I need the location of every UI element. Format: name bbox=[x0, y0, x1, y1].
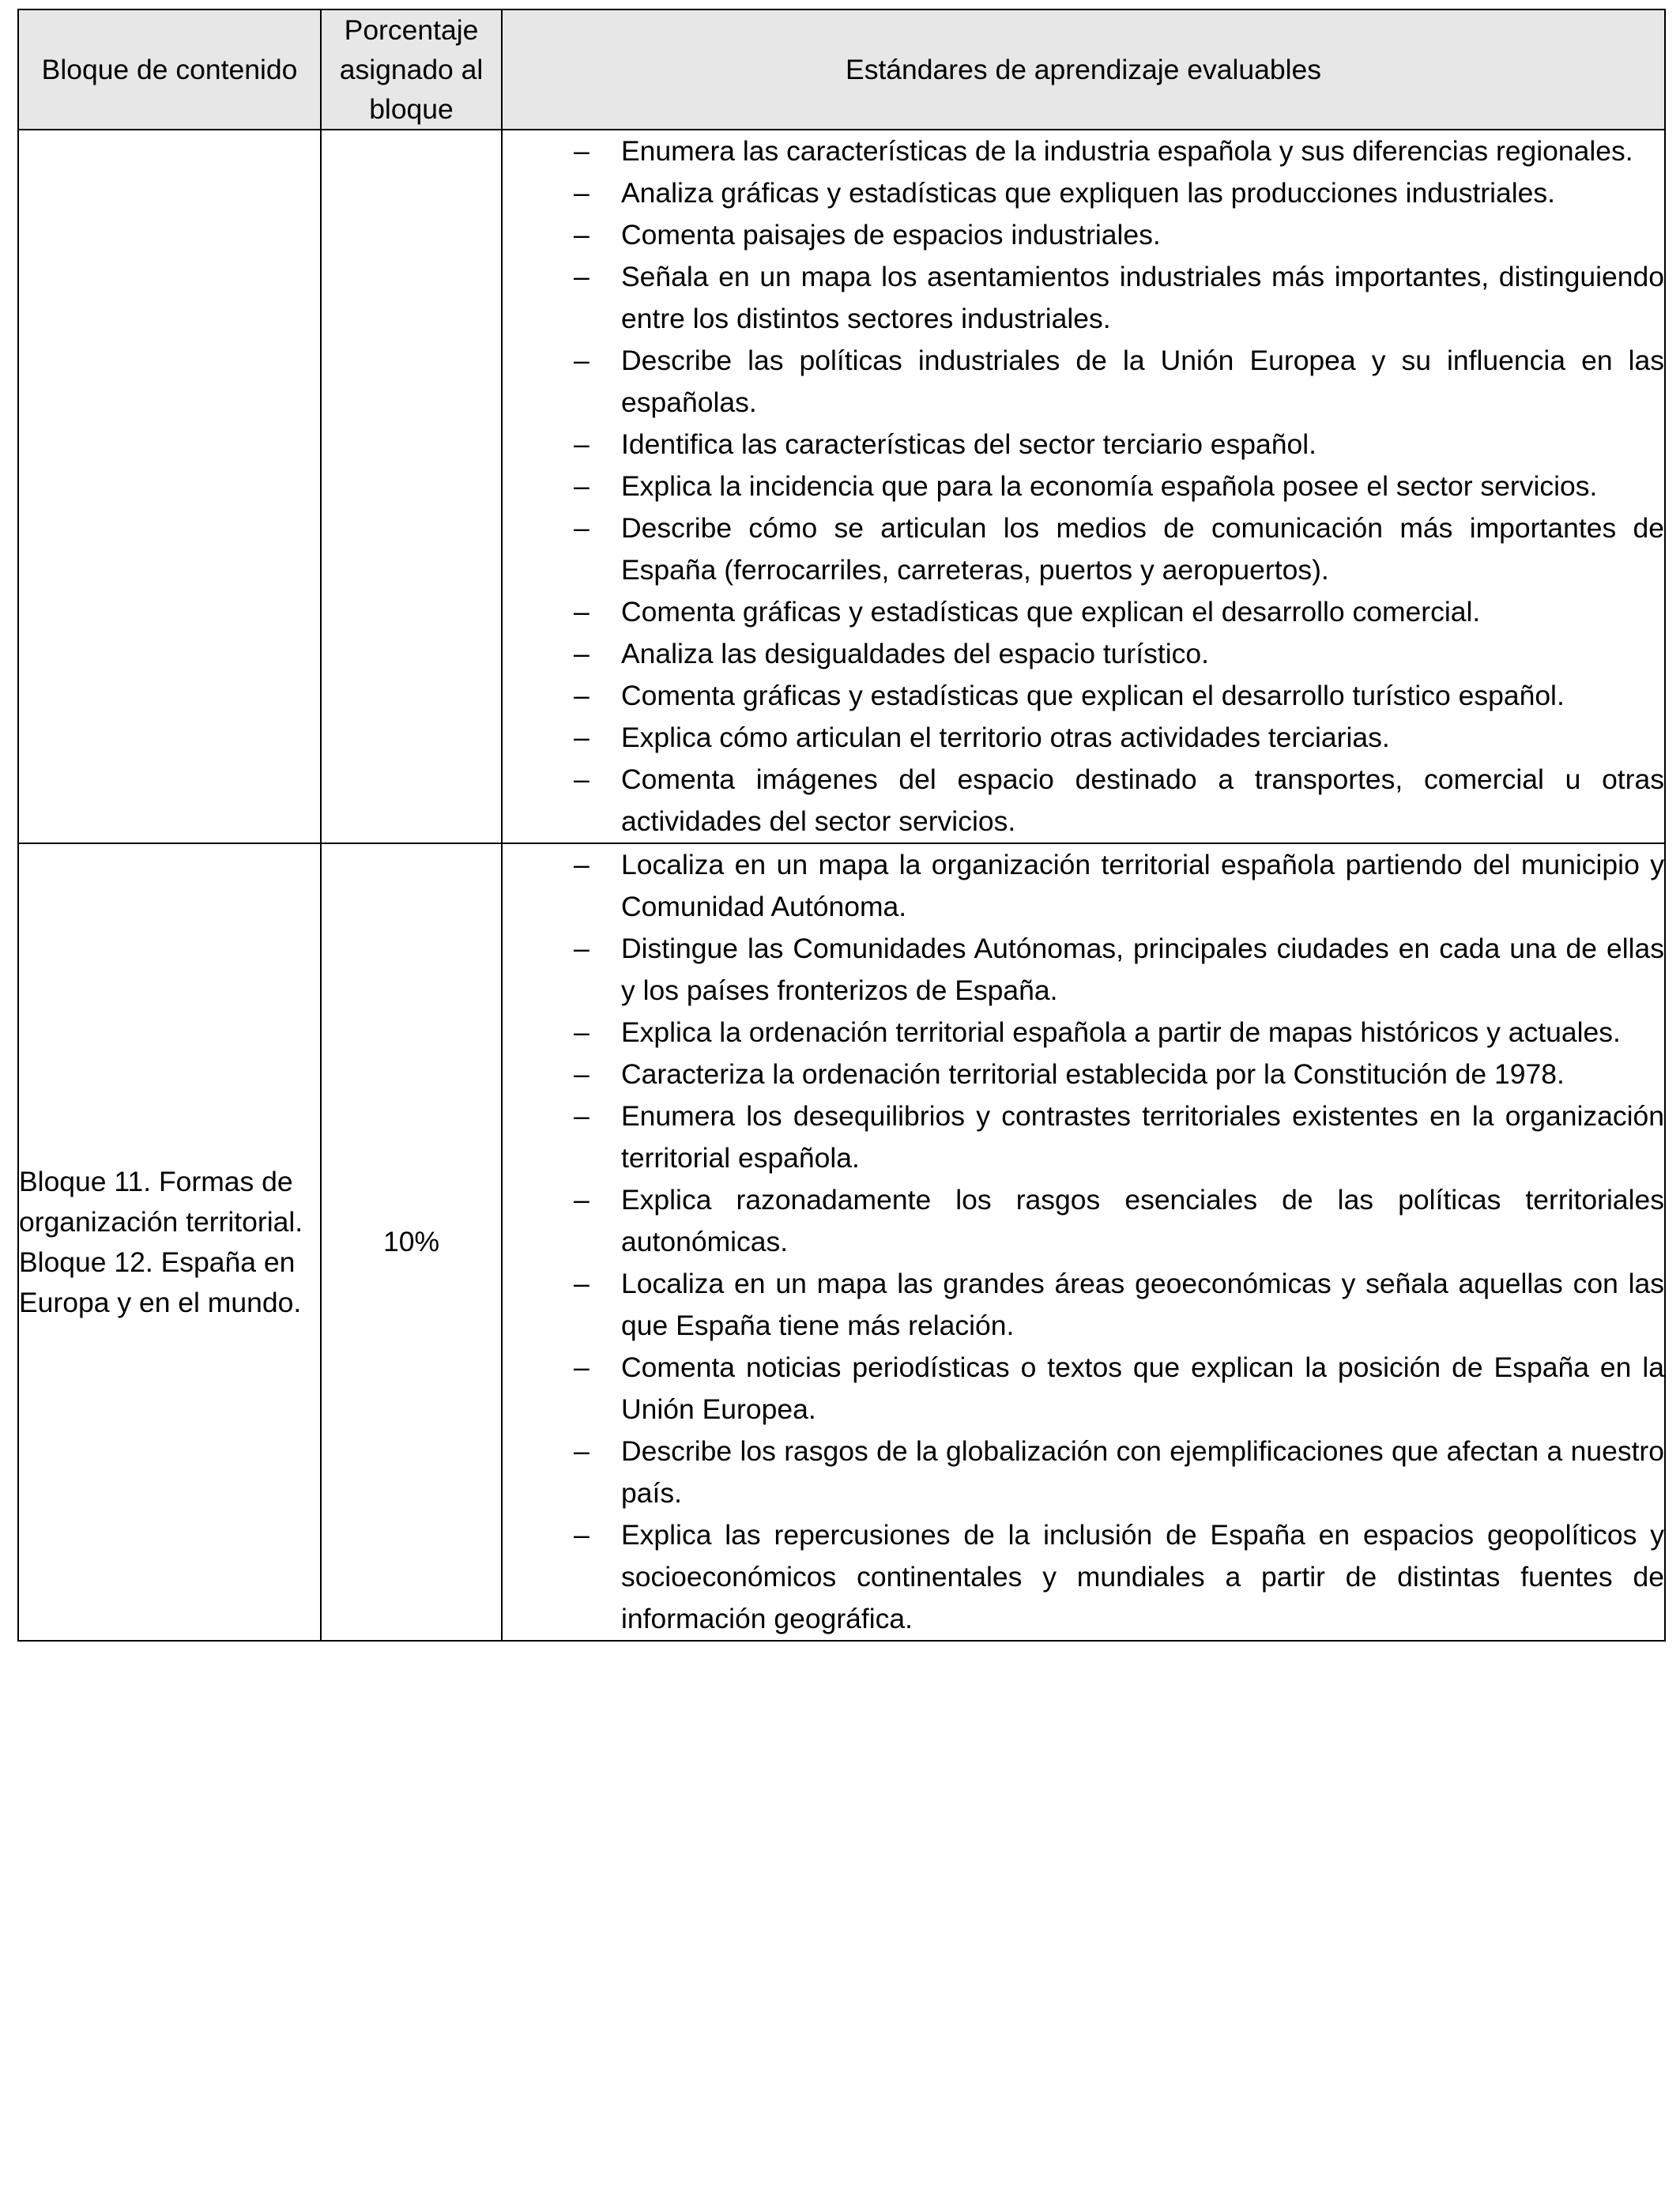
list-item bbox=[503, 256, 1664, 340]
standard-text: Explica razonadamente los rasgos esenciales de las políticas territoriales autonómicas. bbox=[621, 1184, 1664, 1257]
dash-bullet: – bbox=[574, 1435, 590, 1467]
standard-text: Comenta gráficas y estadísticas que explican el desarrollo comercial. bbox=[621, 596, 1481, 628]
dash-bullet: – bbox=[574, 345, 590, 376]
list-item bbox=[503, 424, 1664, 466]
standard-text: Explica la ordenación territorial española a partir de mapas históricos y actuales. bbox=[621, 1016, 1621, 1048]
dash-bullet: – bbox=[574, 428, 590, 460]
list-item bbox=[503, 507, 1664, 591]
list-item bbox=[503, 172, 1664, 214]
standard-text: Analiza las desigualdades del espacio turístico. bbox=[621, 638, 1209, 669]
list-item bbox=[503, 717, 1664, 759]
dash-bullet: – bbox=[574, 470, 590, 502]
list-item bbox=[503, 675, 1664, 717]
list-item bbox=[503, 633, 1664, 675]
dash-bullet: – bbox=[574, 680, 590, 711]
standard-text: Describe los rasgos de la globalización con ejemplificaciones que afectan a nuestro país. bbox=[621, 1435, 1664, 1509]
list-item bbox=[503, 591, 1664, 633]
dash-bullet: – bbox=[574, 933, 590, 964]
standard-text: Explica la incidencia que para la economía española posee el sector servicios. bbox=[621, 470, 1598, 502]
standard-text: Localiza en un mapa la organización territorial española partiendo del municipio y Comunidad Autónoma. bbox=[621, 849, 1664, 922]
list-item bbox=[503, 1514, 1664, 1640]
standard-text: Comenta imágenes del espacio destinado a transportes, comercial u otras actividades del sector servicios. bbox=[621, 763, 1664, 837]
standards-list bbox=[503, 130, 1664, 843]
standard-text: Comenta gráficas y estadísticas que explican el desarrollo turístico español. bbox=[621, 680, 1565, 711]
standard-text: Señala en un mapa los asentamientos industriales más importantes, distinguiendo entre los distintos sectores industriales. bbox=[621, 261, 1664, 334]
dash-bullet: – bbox=[574, 135, 590, 167]
header-estandares: Estándares de aprendizaje evaluables bbox=[502, 9, 1665, 130]
list-item bbox=[503, 759, 1664, 843]
dash-bullet: – bbox=[574, 849, 590, 880]
dash-bullet: – bbox=[574, 1351, 590, 1383]
dash-bullet: – bbox=[574, 512, 590, 544]
table-header-row bbox=[18, 9, 1665, 130]
dash-bullet: – bbox=[574, 638, 590, 669]
standard-text: Analiza gráficas y estadísticas que expliquen las producciones industriales. bbox=[621, 177, 1556, 209]
header-bloque: Bloque de contenido bbox=[18, 9, 321, 130]
dash-bullet: – bbox=[574, 1100, 590, 1132]
table-row bbox=[18, 843, 1665, 1641]
list-item bbox=[503, 1347, 1664, 1431]
standard-text: Describe cómo se articulan los medios de comunicación más importantes de España (ferrocarriles, carreteras, puertos y aeropuertos). bbox=[621, 512, 1664, 586]
dash-bullet: – bbox=[574, 722, 590, 753]
dash-bullet: – bbox=[574, 1058, 590, 1090]
list-item bbox=[503, 1263, 1664, 1347]
dash-bullet: – bbox=[574, 219, 590, 251]
list-item bbox=[503, 1054, 1664, 1095]
dash-bullet: – bbox=[574, 596, 590, 628]
standards-cell bbox=[502, 843, 1665, 1641]
table-row bbox=[18, 130, 1665, 843]
standard-text: Comenta paisajes de espacios industriales. bbox=[621, 219, 1161, 251]
list-item bbox=[503, 1012, 1664, 1054]
standard-text: Enumera las características de la industria española y sus diferencias regionales. bbox=[621, 135, 1633, 167]
dash-bullet: – bbox=[574, 261, 590, 292]
standard-text: Describe las políticas industriales de la Unión Europea y su influencia en las españolas. bbox=[621, 345, 1664, 418]
percentage-cell bbox=[321, 130, 502, 843]
list-item bbox=[503, 214, 1664, 256]
standards-cell bbox=[502, 130, 1665, 843]
dash-bullet: – bbox=[574, 1016, 590, 1048]
percentage-cell: 10% bbox=[321, 843, 502, 1641]
bloque-cell bbox=[18, 130, 321, 843]
standard-text: Distingue las Comunidades Autónomas, principales ciudades en cada una de ellas y los países fronterizos de España. bbox=[621, 933, 1664, 1006]
list-item bbox=[503, 130, 1664, 172]
list-item bbox=[503, 340, 1664, 424]
bloque-cell: Bloque 11. Formas de organización territorial. Bloque 12. España en Europa y en el mundo. bbox=[18, 843, 321, 1641]
header-porcentaje: Porcentaje asignado al bloque bbox=[321, 9, 502, 130]
list-item bbox=[503, 928, 1664, 1012]
dash-bullet: – bbox=[574, 763, 590, 795]
standard-text: Explica las repercusiones de la inclusión de España en espacios geopolíticos y socioeconómicos continentales y mundiales a partir de distintas fuentes de información geográfica. bbox=[621, 1519, 1664, 1634]
dash-bullet: – bbox=[574, 1268, 590, 1299]
standard-text: Identifica las características del sector terciario español. bbox=[621, 428, 1317, 460]
dash-bullet: – bbox=[574, 177, 590, 209]
standards-table bbox=[17, 9, 1666, 1642]
standards-list bbox=[503, 844, 1664, 1640]
standard-text: Localiza en un mapa las grandes áreas geoeconómicas y señala aquellas con las que España tiene más relación. bbox=[621, 1268, 1664, 1341]
standard-text: Enumera los desequilibrios y contrastes territoriales existentes en la organización territorial española. bbox=[621, 1100, 1664, 1174]
list-item bbox=[503, 1179, 1664, 1263]
list-item bbox=[503, 1095, 1664, 1179]
list-item bbox=[503, 844, 1664, 928]
list-item bbox=[503, 1431, 1664, 1514]
dash-bullet: – bbox=[574, 1519, 590, 1551]
standard-text: Caracteriza la ordenación territorial establecida por la Constitución de 1978. bbox=[621, 1058, 1565, 1090]
standard-text: Explica cómo articulan el territorio otras actividades terciarias. bbox=[621, 722, 1390, 753]
standard-text: Comenta noticias periodísticas o textos que explican la posición de España en la Unión Europea. bbox=[621, 1351, 1664, 1425]
dash-bullet: – bbox=[574, 1184, 590, 1216]
list-item bbox=[503, 466, 1664, 507]
